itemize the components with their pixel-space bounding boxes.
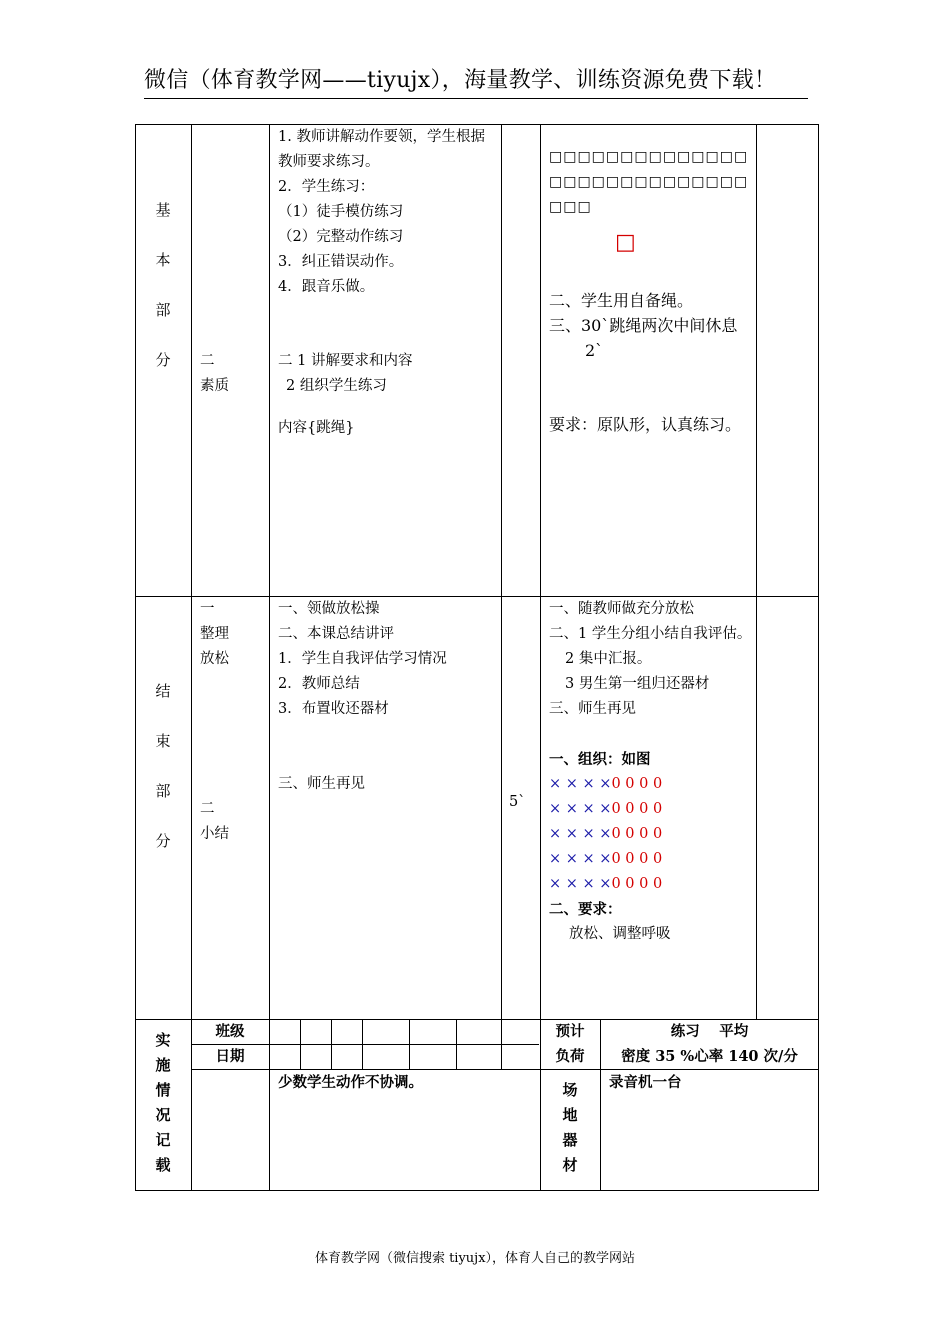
basic-student-activities: □□□□□□□□□□□□□□□□□□□□□□□□□□□□□□□ □ 二、学生用自备绳。 三、30`跳绳两次中间休息 2` 要求：原队形，认真练习。 — [549, 145, 749, 437]
missing-glyph-red: □ — [615, 230, 636, 255]
end-teacher-activities: 一、领做放松操 二、本课总结讲评 1．学生自我评估学习情况 2．教师总结 3．布置收还器材 三、师生再见 — [278, 601, 447, 792]
section-label-basic: 基 本 部 分 — [155, 201, 171, 369]
formation-row: × × × ×0 0 0 0 — [549, 851, 663, 867]
section-label-end: 结 束 部 分 — [155, 682, 171, 850]
load-values: 练习 平均 密度 35 %心率 140 次/分 — [621, 1023, 798, 1065]
formation-row: × × × ×0 0 0 0 — [549, 776, 663, 792]
end-sub-summary: 二 小结 — [200, 801, 229, 842]
missing-glyph-text: □□□□□□□□□□□□□□□□□□□□□□□□□□□□□□□ — [549, 149, 749, 215]
record-note: 少数学生动作不协调。 — [278, 1074, 423, 1091]
end-time: 5` — [509, 794, 526, 810]
basic-teacher-activities: 1. 教师讲解动作要领，学生根据教师要求练习。 2．学生练习： （1）徒手模仿练习 （2）完整动作练习 3．纠正错误动作。 4．跟音乐做。 — [278, 129, 485, 295]
header-banner: 微信（体育教学网——tiyujx），海量教学、训练资源免费下载！ — [144, 64, 808, 99]
load-label: 预计 负荷 — [555, 1023, 585, 1065]
date-label: 日期 — [215, 1048, 245, 1065]
section-label-record: 实 施 情 况 记 载 — [155, 1031, 171, 1174]
end-student-activities: 一、随教师做充分放松 二、1 学生分组小结自我评估。 2 集中汇报。 3 男生第一组归还器材 三、师生再见 一、组织：如图 × × × ×0 0 0 0 × × × ×0 0 0 0 × × × ×0 0 0 0 × × × ×0 0 0 0 × × × ×0 0 0 0 二、要求： 放松、调整呼吸 — [549, 601, 752, 942]
formation-row: × × × ×0 0 0 0 — [549, 826, 663, 842]
end-sub-cooldown: 一 整理 放松 — [200, 601, 229, 667]
formation-row: × × × ×0 0 0 0 — [549, 801, 663, 817]
basic-subsection: 二 素质 — [200, 353, 229, 394]
basic-teacher-quality: 二 1 讲解要求和内容 2 组织学生练习 内容{跳绳} — [278, 353, 413, 436]
equipment: 录音机一台 — [609, 1074, 682, 1091]
class-label: 班级 — [215, 1023, 245, 1040]
footer: 体育教学网（微信搜索 tiyujx），体育人自己的教学网站 — [314, 1251, 636, 1266]
venue-label: 场 地 器 材 — [562, 1081, 578, 1174]
formation-row: × × × ×0 0 0 0 — [549, 876, 663, 892]
